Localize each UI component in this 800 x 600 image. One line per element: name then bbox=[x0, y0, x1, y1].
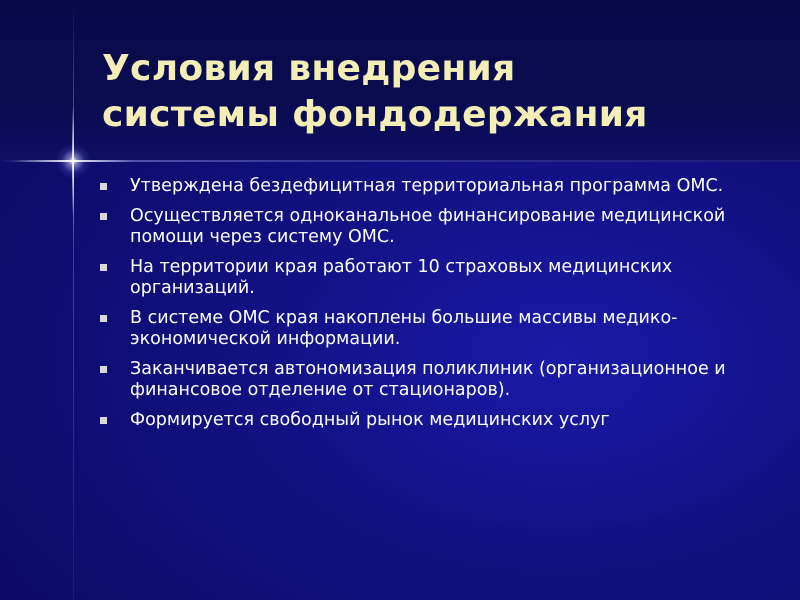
bullet-list bbox=[98, 176, 758, 440]
bullet-text: На территории края работают 10 страховых медицинских организаций. bbox=[130, 257, 673, 298]
square-bullet-icon bbox=[100, 417, 107, 424]
bullet-text: Формируется свободный рынок медицинских услуг bbox=[130, 410, 610, 430]
bullet-item bbox=[98, 257, 758, 299]
slide-title-line-2: системы фондодержания bbox=[102, 94, 648, 135]
bullet-text: Заканчивается автономизация поликлиник (организационное и финансовое отделение от стационаров). bbox=[130, 359, 726, 400]
square-bullet-icon bbox=[100, 366, 107, 373]
bullet-text: Осуществляется одноканальное финансирование медицинской помощи через систему ОМС. bbox=[130, 206, 726, 247]
slide-title-line-1: Условия внедрения bbox=[102, 48, 516, 89]
bullet-item bbox=[98, 176, 758, 197]
square-bullet-icon bbox=[100, 213, 107, 220]
square-bullet-icon bbox=[100, 183, 107, 190]
bullet-text: В системе ОМС края накоплены большие массивы медико-экономической информации. bbox=[130, 308, 678, 349]
bullet-item bbox=[98, 359, 758, 401]
bullet-item bbox=[98, 206, 758, 248]
slide-title bbox=[102, 46, 648, 138]
square-bullet-icon bbox=[100, 315, 107, 322]
vertical-accent-line bbox=[73, 0, 74, 600]
square-bullet-icon bbox=[100, 264, 107, 271]
bullet-text: Утверждена бездефицитная территориальная программа ОМС. bbox=[130, 176, 724, 196]
bullet-item bbox=[98, 410, 758, 431]
bullet-item bbox=[98, 308, 758, 350]
